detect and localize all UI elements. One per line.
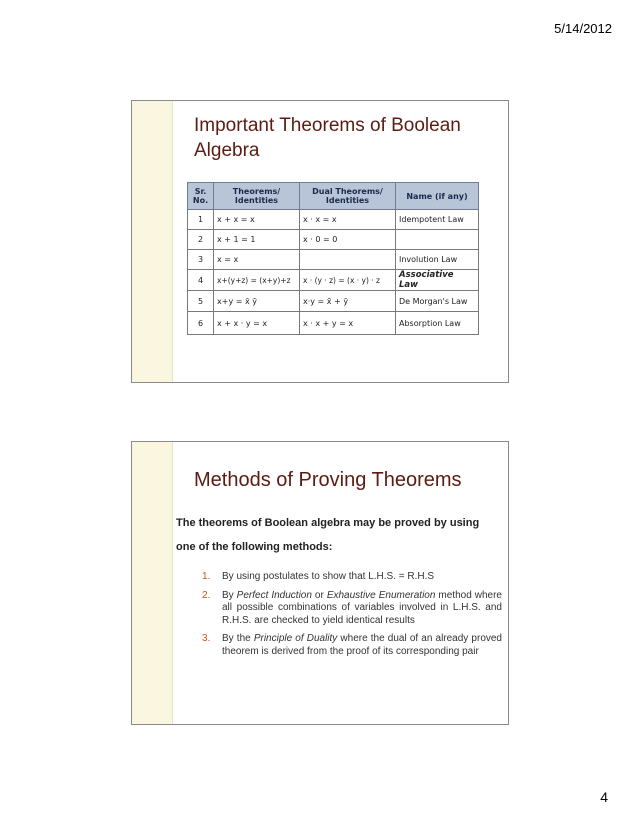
method-text-part: method where all possible combinations of variables involved in L.H.S. and R.H.S. are checked to yield identical results: [222, 589, 502, 626]
law-name-cell: Absorption Law: [396, 312, 479, 335]
list-number: 3.: [202, 633, 211, 644]
method-text-part: where the dual of an already proved theorem is derived from the proof of its corresponding pair: [222, 633, 502, 657]
method-text: By using postulates to show that L.H.S. = R.H.S: [222, 571, 435, 582]
slide-title: Important Theorems of Boolean Algebra: [194, 115, 461, 161]
header-dual-theorems: Dual Theorems/ Identities: [300, 183, 396, 210]
law-name-cell: Idempotent Law: [396, 210, 479, 230]
slide-title: Methods of Proving Theorems: [194, 469, 462, 491]
header-sr-no: Sr. No.: [188, 183, 214, 210]
law-name-cell: Involution Law: [396, 250, 479, 270]
method-term: Principle of Duality: [253, 633, 338, 644]
list-item: [202, 633, 502, 658]
dual-cell: x·y = x̄ + ȳ: [300, 291, 396, 312]
page-date: 5/14/2012: [554, 21, 612, 36]
row-number: 4: [188, 270, 214, 291]
slide-side-band: [132, 101, 173, 382]
slide-theorems: [131, 100, 509, 383]
table-header-row: [188, 183, 479, 210]
list-item: [202, 590, 502, 628]
header-name: Name (if any): [396, 183, 479, 210]
slide-methods: [131, 441, 509, 725]
table-row: [188, 250, 479, 270]
table-row: [188, 270, 479, 291]
theorem-cell: x + x = x: [214, 210, 300, 230]
row-number: 1: [188, 210, 214, 230]
dual-cell: x · x = x: [300, 210, 396, 230]
method-text-part: By: [222, 589, 237, 601]
row-number: 5: [188, 291, 214, 312]
theorem-cell: x + 1 = 1: [214, 230, 300, 250]
list-number: 2.: [202, 589, 211, 601]
table-row: [188, 210, 479, 230]
theorem-cell: x+(y+z) = (x+y)+z: [214, 270, 300, 291]
row-number: 6: [188, 312, 214, 335]
slide-side-band: [132, 442, 173, 724]
header-theorems: Theorems/ Identities: [214, 183, 300, 210]
method-term: Exhaustive Enumeration: [326, 589, 436, 601]
law-name-cell: Associative Law: [396, 270, 479, 291]
method-text: [222, 633, 502, 658]
method-text-part: By the: [222, 633, 254, 644]
method-text: [222, 590, 502, 628]
list-item: [202, 571, 502, 584]
page-number: 4: [600, 789, 608, 805]
theorem-cell: x = x: [214, 250, 300, 270]
theorem-cell: x+y = x̄ ȳ: [214, 291, 300, 312]
table-row: [188, 291, 479, 312]
theorems-table-image: [184, 179, 480, 361]
row-number: 2: [188, 230, 214, 250]
theorems-table: [187, 182, 479, 335]
dual-cell: x · (y · z) = (x · y) · z: [300, 270, 396, 291]
dual-cell: x · 0 = 0: [300, 230, 396, 250]
method-text-part: or: [311, 589, 327, 601]
intro-text: The theorems of Boolean algebra may be proved by using one of the following methods:: [176, 517, 480, 553]
theorem-cell: x + x · y = x: [214, 312, 300, 335]
law-name-cell: De Morgan's Law: [396, 291, 479, 312]
law-name-cell: [396, 230, 479, 250]
methods-list: [202, 571, 502, 664]
dual-cell: x · x + y = x: [300, 312, 396, 335]
dual-cell: [300, 250, 396, 270]
table-row: [188, 312, 479, 335]
row-number: 3: [188, 250, 214, 270]
table-row: [188, 230, 479, 250]
method-term: Perfect Induction: [236, 589, 312, 601]
list-number: 1.: [202, 571, 211, 582]
